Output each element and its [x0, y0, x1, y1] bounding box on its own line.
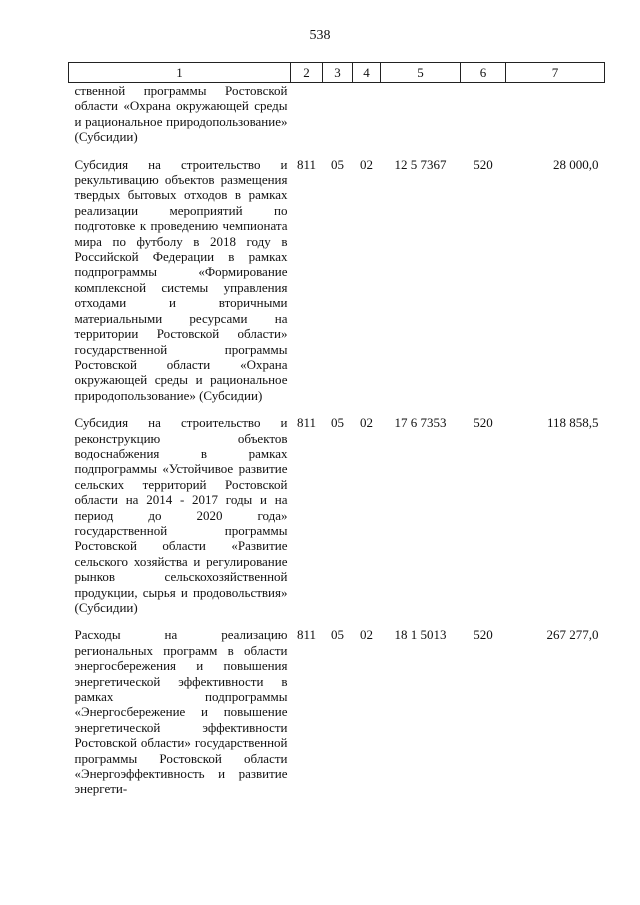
row-subsection	[353, 83, 381, 145]
header-col-5: 5	[381, 63, 461, 83]
row-ministry: 811	[296, 156, 317, 172]
row-section: 05	[331, 627, 344, 643]
row-expense-type: 520	[473, 415, 493, 431]
row-description: Субсидия на строительство и рекультивацию объектов размещения твердых бытовых отходов в рамках реализации мероприятий по подготовке к проведению чемпионата мира по футболу в 2018 году в Российской Федерации в рамках подпрограммы «Формирование комплексной системы управления отходами и вторичными материальными ресурсами на территории Ростовской области» государственной программы Ростовской области «Охрана окружающей среды и рациональное природопользование» (Субсидии)	[74, 156, 288, 403]
row-description: ственной программы Ростовской области «Охрана окружающей среды и рациональное природопользование» (Субсидии)	[74, 83, 288, 145]
row-subsection: 02	[360, 156, 373, 172]
row-expense-type	[461, 83, 506, 145]
header-col-7: 7	[506, 63, 605, 83]
row-target-article: 12 5 7367	[394, 156, 447, 172]
row-amount	[506, 83, 605, 145]
row-subsection: 02	[360, 415, 373, 431]
row-section: 05	[331, 415, 344, 431]
row-ministry: 811	[296, 627, 317, 643]
row-expense-type: 520	[473, 627, 493, 643]
row-subsection: 02	[360, 627, 373, 643]
row-target-article	[381, 83, 461, 145]
row-target-article: 17 6 7353	[394, 415, 447, 431]
budget-table	[68, 62, 605, 797]
row-amount: 118 858,5	[546, 415, 599, 431]
row-target-article: 18 1 5013	[394, 627, 447, 643]
row-ministry	[291, 83, 323, 145]
row-amount: 267 277,0	[546, 627, 599, 643]
row-ministry: 811	[296, 415, 317, 431]
header-col-4: 4	[353, 63, 381, 83]
table-row	[69, 157, 605, 404]
row-amount: 28 000,0	[553, 156, 599, 172]
table-row	[69, 83, 605, 145]
header-col-1: 1	[69, 63, 291, 83]
header-col-3: 3	[323, 63, 353, 83]
row-section	[323, 83, 353, 145]
table-row	[69, 415, 605, 615]
row-section: 05	[331, 156, 344, 172]
page-number: 538	[309, 28, 331, 43]
table-header	[69, 63, 605, 83]
header-col-6: 6	[461, 63, 506, 83]
row-description: Расходы на реализацию региональных программ в области энергосбережения и повышения энергетической эффективности в рамках подпрограммы «Энергосбережение и повышение энергетической эффективности Ростовской области» государственной программы Ростовской области «Энергоэффективность и развитие энергети-	[74, 627, 288, 797]
table-body	[69, 83, 605, 797]
row-description: Субсидия на строительство и реконструкцию объектов водоснабжения в рамках подпрограммы «Устойчивое развитие сельских территорий Ростовской области на 2014 - 2017 годы и на период до 2020 года» государственной программы Ростовской области «Развитие сельского хозяйства и регулирование рынков сельскохозяйственной продукции, сырья и продовольствия» (Субсидии)	[74, 415, 288, 615]
header-col-2: 2	[291, 63, 323, 83]
row-expense-type: 520	[473, 156, 493, 172]
table-row	[69, 627, 605, 796]
header-row	[69, 63, 605, 83]
